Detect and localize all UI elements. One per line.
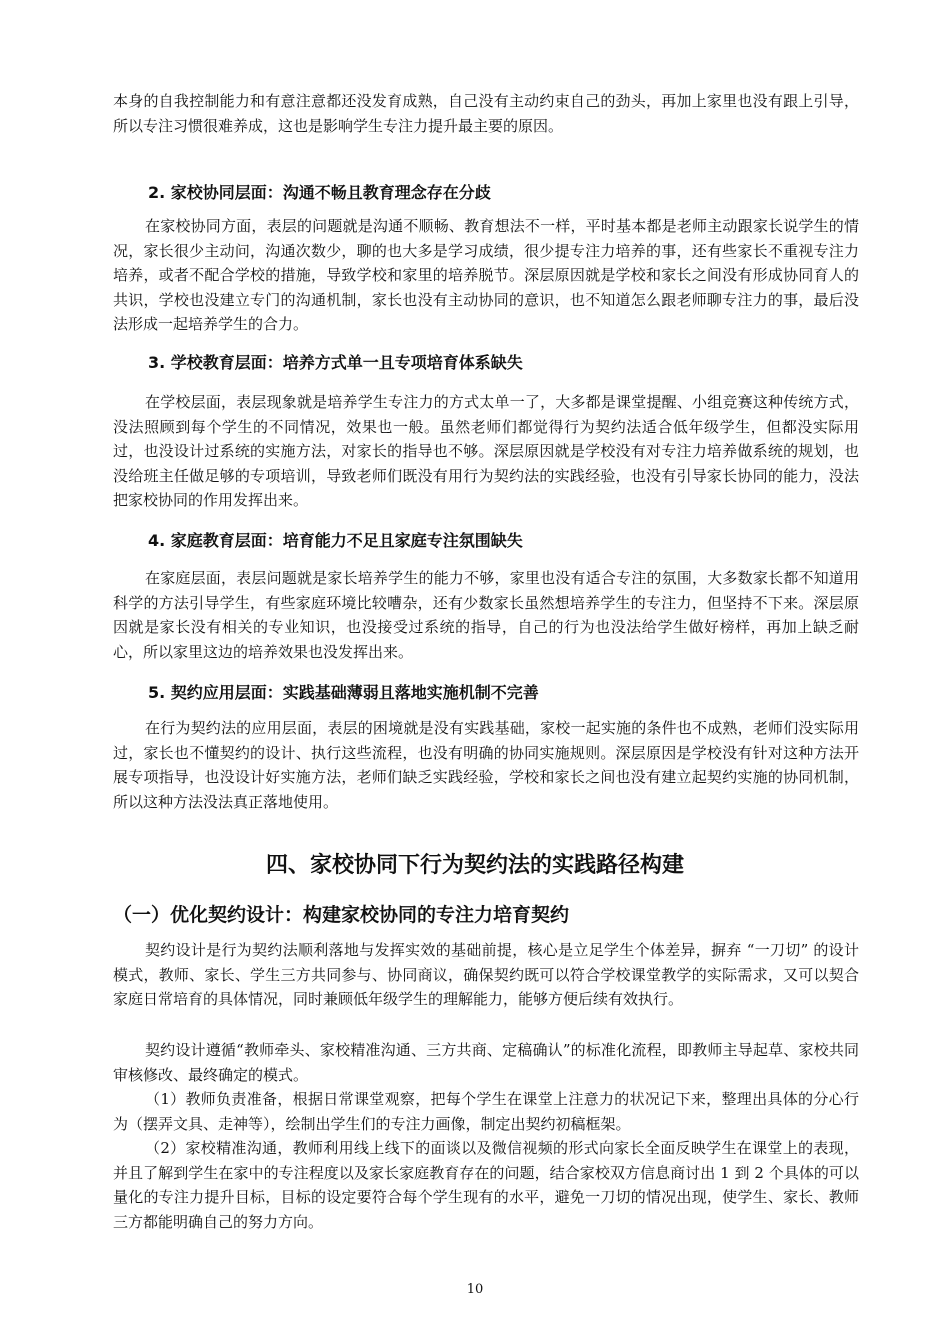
chapter-title: 四、家校协同下行为契约法的实践路径构建: [265, 853, 684, 878]
paragraph-8: （1）教师负责准备，根据日常课堂观察，把每个学生在课堂上注意力的状况记下来，整理出具体的分心行为（摆弄文具、走神等），绘制出学生们的专注力画像，制定出契约初稿框架。: [113, 1090, 859, 1133]
paragraph-3: 在学校层面，表层现象就是培养学生专注力的方式太单一了，大多都是课堂提醒、小组竞赛这种传统方式，没法照顾到每个学生的不同情况，效果也一般。虽然老师们都觉得行为契约法适合低年级学生，但都没实际用过，也没设计过系统的实施方法，对家长的指导也不够。深层原因就是学校没有对专注力培养做系统的规划，也没给班主任做足够的专项培训，导致老师们既没有用行为契约法的实践经验，也没有引导家长协同的能力，没法把家校协同的作用发挥出来。: [113, 393, 859, 509]
paragraph-intro: 本身的自我控制能力和有意注意都还没发育成熟，自己没有主动约束自己的劲头，再加上家里也没有跟上引导，所以专注习惯很难养成，这也是影响学生专注力提升最主要的原因。: [113, 92, 859, 135]
paragraph-7: 契约设计遵循“教师牵头、家校精准沟通、三方共商、定稿确认”的标准化流程，即教师主导起草、家校共同审核修改、最终确定的模式。: [113, 1041, 859, 1084]
subheading-3: 3. 学校教育层面：培养方式单一且专项培育体系缺失: [148, 353, 523, 372]
section-heading: （一）优化契约设计：构建家校协同的专注力培育契约: [113, 904, 570, 926]
paragraph-5: 在行为契约法的应用层面，表层的困境就是没有实践基础，家校一起实施的条件也不成熟，老师们没实际用过，家长也不懂契约的设计、执行这些流程，也没有明确的协同实施规则。深层原因是学校没有针对这种方法开展专项指导，也没设计好实施方法，老师们缺乏实践经验，学校和家长之间也没有建立起契约实施的协同机制，所以这种方法没法真正落地使用。: [113, 719, 859, 811]
paragraph-9: （2）家校精准沟通，教师利用线上线下的面谈以及微信视频的形式向家长全面反映学生在课堂上的表现，并且了解到学生在家中的专注程度以及家长家庭教育存在的问题，结合家校双方信息商讨出 1 到 2 个具体的可以量化的专注力提升目标，目标的设定要符合每个学生现有的水平，避免一刀切的情况出现，使学生、家长、教师三方都能明确自己的努力方向。: [113, 1139, 859, 1231]
paragraph-2: 在家校协同方面，表层的问题就是沟通不顺畅、教育想法不一样，平时基本都是老师主动跟家长说学生的情况，家长很少主动问，沟通次数少，聊的也大多是学习成绩，很少提专注力培养的事，还有些家长不重视专注力培养，或者不配合学校的措施，导致学校和家里的培养脱节。深层原因就是学校和家长之间没有形成协同育人的共识，学校也没建立专门的沟通机制，家长也没有主动协同的意识，也不知道怎么跟老师聊专注力的事，最后没法形成一起培养学生的合力。: [113, 217, 859, 333]
subheading-5: 5. 契约应用层面：实践基础薄弱且落地实施机制不完善: [148, 683, 539, 702]
subheading-2: 2. 家校协同层面：沟通不畅且教育理念存在分歧: [148, 183, 491, 202]
paragraph-4: 在家庭层面，表层问题就是家长培养学生的能力不够，家里也没有适合专注的氛围，大多数家长都不知道用科学的方法引导学生，有些家庭环境比较嘈杂，还有少数家长虽然想培养学生的专注力，但坚持不下来。深层原因就是家长没有相关的专业知识，也没接受过系统的指导，自己的行为也没法给学生做好榜样，再加上缺乏耐心，所以家里这边的培养效果也没发挥出来。: [113, 569, 859, 661]
page-number: 10: [466, 1282, 484, 1297]
subheading-4: 4. 家庭教育层面：培育能力不足且家庭专注氛围缺失: [148, 531, 523, 550]
paragraph-6: 契约设计是行为契约法顺利落地与发挥实效的基础前提，核心是立足学生个体差异，摒弃 “一刀切” 的设计模式，教师、家长、学生三方共同参与、协同商议，确保契约既可以符合学校课堂教学的实际需求，又可以契合家庭日常培育的具体情况，同时兼顾低年级学生的理解能力，能够方便后续有效执行。: [113, 941, 859, 1008]
